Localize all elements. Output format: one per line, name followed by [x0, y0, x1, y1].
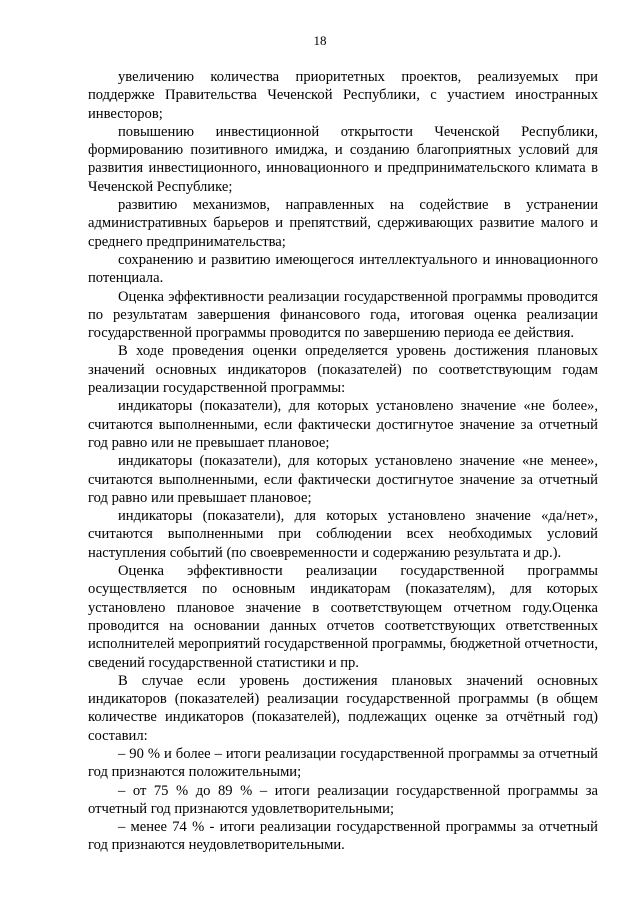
paragraph: Оценка эффективности реализации государственной программы осуществляется по основным индикаторам (показателям), для которых установлено плановое значение в соответствующем отчетном году.Оценка проводится на основании данных отчетов соответствующих ответственных исполнителей мероприятий государственной программы, бюджетной отчетности, сведений государственной статистики и пр. [88, 563, 598, 671]
paragraph: – от 75 % до 89 % – итоги реализации государственной программы за отчетный год признаются удовлетворительными; [88, 782, 598, 817]
paragraph: В ходе проведения оценки определяется уровень достижения плановых значений основных индикаторов (показателей) по соответствующим годам реализации государственной программы: [88, 343, 598, 397]
paragraph: – 90 % и более – итоги реализации государственной программы за отчетный год признаются положительными; [88, 745, 598, 781]
paragraph: увеличению количества приоритетных проектов, реализуемых при поддержке Правительства Чеченской Республики, с участием иностранных инвесторов; [88, 69, 598, 122]
page-number: 18 [313, 33, 327, 48]
paragraph: индикаторы (показатели), для которых установлено значение «не более», считаются выполненными, если фактически достигнутое значение за отчетный год равно или не превышает плановое; [88, 398, 598, 451]
paragraph: В случае если уровень достижения плановых значений основных индикаторов (показателей) реализации государственной программы (в общем количестве индикаторов (показателей), подлежащих оценке за отчётный год) составил: [88, 672, 598, 744]
paragraph: повышению инвестиционной открытости Чеченской Республики, формированию позитивного имиджа, и созданию благоприятных условий для развития инвестиционного, инновационного и предпринимательского климата в Чеченской Республике; [88, 123, 598, 195]
paragraph: индикаторы (показатели), для которых установлено значение «да/нет», считаются выполненными при соблюдении всех необходимых условий наступления событий (по своевременности и содержанию результата и др.). [88, 508, 598, 561]
paragraph: индикаторы (показатели), для которых установлено значение «не менее», считаются выполненными, если фактически достигнутое значение за отчетный год равно или превышает плановое; [88, 453, 598, 506]
document-body [88, 68, 598, 855]
paragraph: развитию механизмов, направленных на содействие в устранении административных барьеров и препятствий, сдерживающих развитие малого и среднего предпринимательства; [88, 197, 598, 250]
paragraph: – менее 74 % - итоги реализации государственной программы за отчетный год признаются неудовлетворительными. [88, 819, 598, 854]
paragraph: сохранению и развитию имеющегося интеллектуального и инновационного потенциала. [88, 251, 598, 287]
paragraph: Оценка эффективности реализации государственной программы проводится по результатам завершения финансового года, итоговая оценка реализации государственной программы проводится по завершению периода ее действия. [88, 288, 598, 342]
